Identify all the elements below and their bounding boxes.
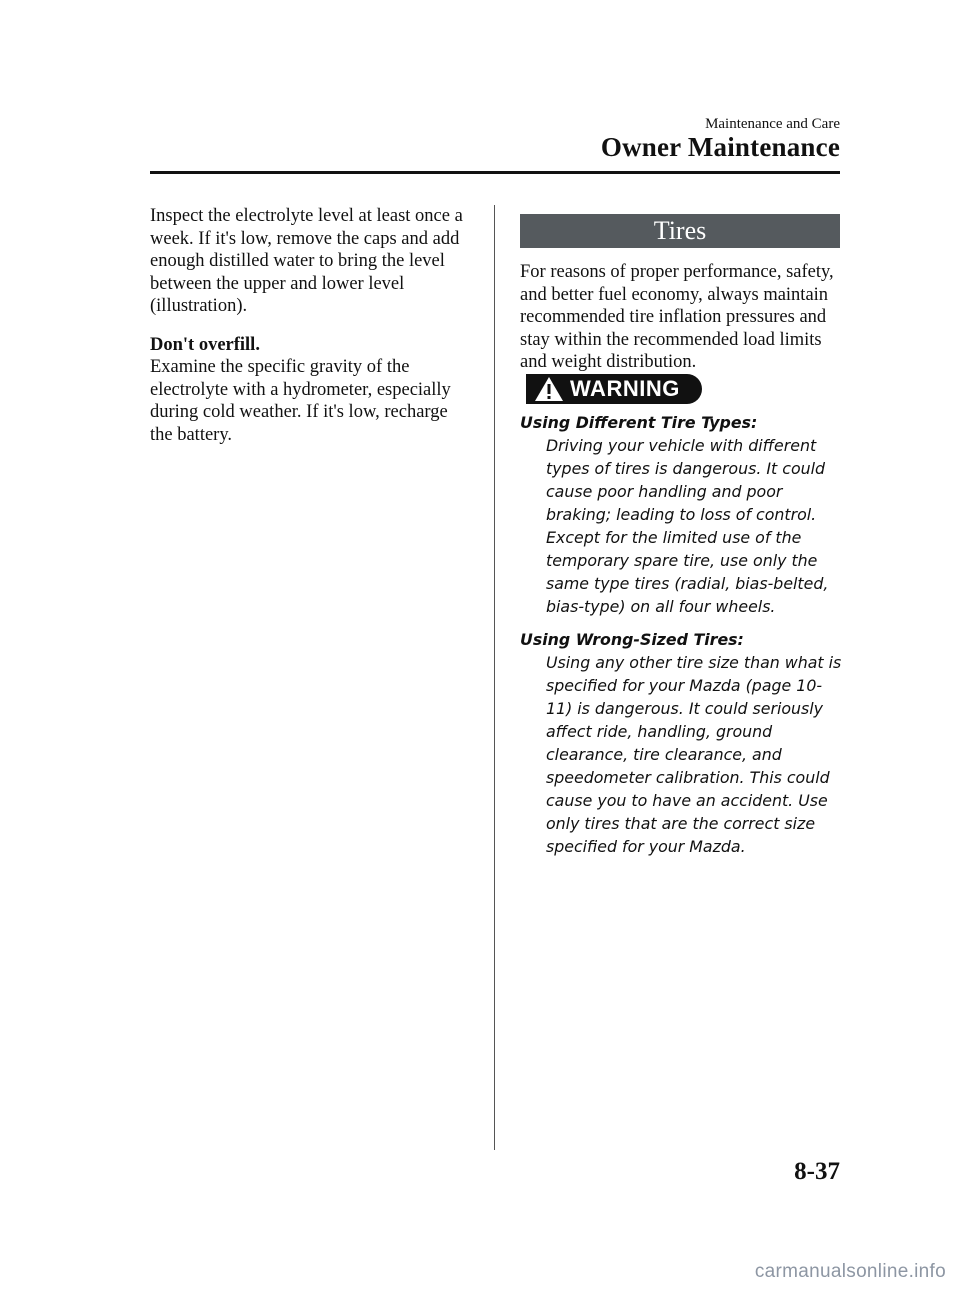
electrolyte-paragraph: Inspect the electrolyte level at least once a week. If it's low, remove the caps and add enough distilled water to bring the level between the upper and lower level (illustration). <box>150 206 463 316</box>
warning-badge <box>526 374 702 404</box>
warning-list <box>520 411 845 868</box>
warning-triangle-icon <box>534 376 564 402</box>
warning-item-body: Using any other tire size than what is specified for your Mazda (page 10-11) is dangerous. It could seriously affect ride, handling, ground clearance, tire clearance, and speedometer calibration. This could cause you to have an accident. Use only tires that are the correct size specified for your Mazda. <box>546 653 842 856</box>
tires-section-heading: Tires <box>520 214 840 248</box>
header-section-title: Maintenance and Care <box>705 116 840 132</box>
header-chapter-title: Owner Maintenance <box>600 132 840 162</box>
specific-gravity-paragraph: Examine the specific gravity of the electrolyte with a hydrometer, especially during cold weather. If it's low, recharge the battery. <box>150 357 451 445</box>
watermark: carmanualsonline.info <box>754 1261 946 1282</box>
overfill-warning-text: Don't overfill. <box>150 334 260 355</box>
warning-label: WARNING <box>570 376 680 401</box>
header-rule <box>150 171 840 174</box>
warning-item <box>520 411 845 618</box>
left-column <box>150 205 470 446</box>
warning-item-body: Driving your vehicle with different types of tires is dangerous. It could cause poor handling and poor braking; leading to loss of control. Except for the limited use of the temporary spare tire, use only the same type tires (radial, bias-belted, bias-type) on all four wheels. <box>546 436 829 616</box>
column-divider <box>494 205 495 1150</box>
tires-intro-paragraph: For reasons of proper performance, safety, and better fuel economy, always maintain recommended tire inflation pressures and stay within the recommended load limits and weight distribution. <box>520 262 834 372</box>
warning-item <box>520 628 845 858</box>
warning-item-heading: Using Different Tire Types: <box>520 413 758 432</box>
page-number: 8-37 <box>794 1158 840 1185</box>
warning-item-heading: Using Wrong-Sized Tires: <box>520 630 744 649</box>
